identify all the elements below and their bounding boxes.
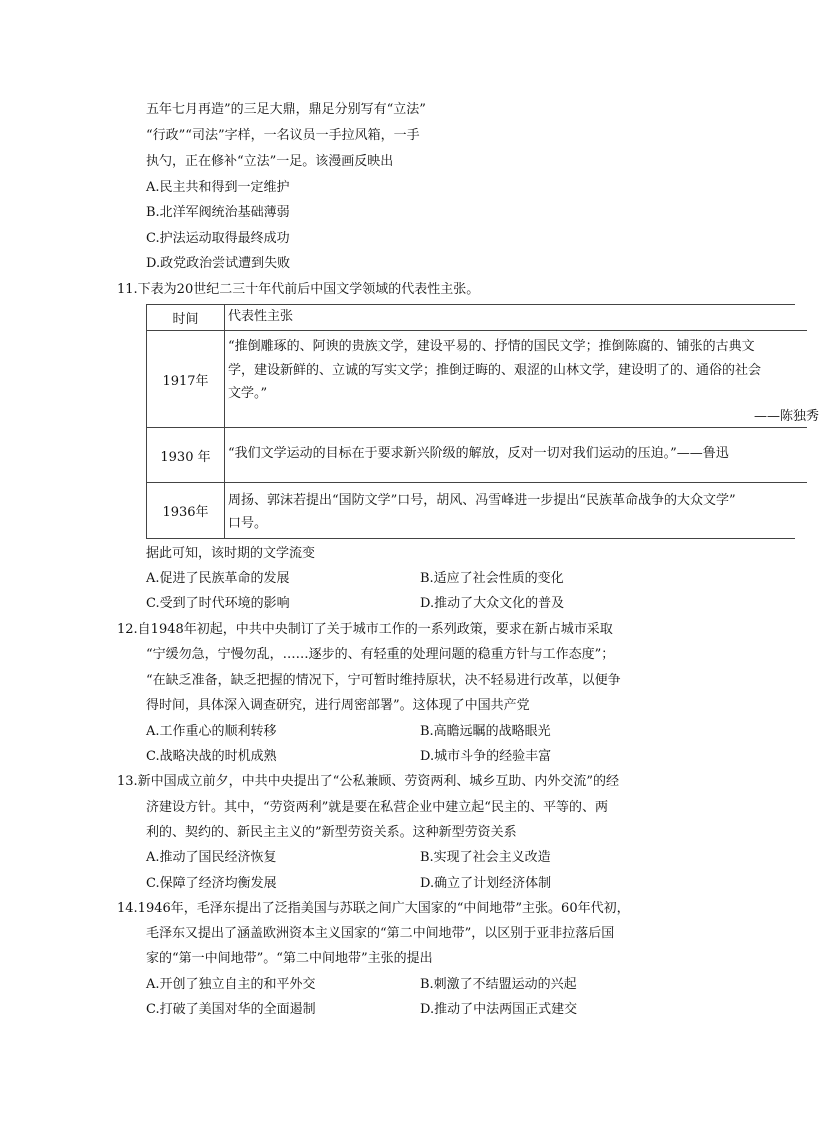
q12-stem-line: 得时间，具体深入调查研究，进行周密部署”。这体现了中国共产党 [146, 698, 530, 713]
q10-stem-line: 五年七月再造”的三足大鼎，鼎足分别写有“立法” [146, 102, 426, 117]
q11-option-d: D.推动了大众文化的普及 [420, 596, 565, 611]
q12-stem-line: 12.自1948年初起，中共中央制订了关于城市工作的一系列政策，要求在新占城市采取 [117, 622, 613, 637]
q14-option-a: A.开创了独立自主的和平外交 [146, 977, 316, 992]
q12-option-d: D.城市斗争的经验丰富 [420, 749, 552, 764]
table-cell-line: 文学。” [228, 386, 268, 401]
q10-option-c: C.护法运动取得最终成功 [146, 231, 290, 246]
table-cell-time: 1930 年 [147, 428, 225, 482]
q11-stem: 11.下表为20世纪二三十年代前后中国文学领域的代表性主张。 [117, 282, 480, 297]
q10-stem-line: 执勺，正在修补“立法”一足。该漫画反映出 [146, 154, 394, 169]
table-cell-content [225, 428, 805, 482]
q11-table [146, 304, 819, 539]
q13-stem-line: 13.新中国成立前夕，中共中央提出了“公私兼顾、劳资两利、城乡互助、内外交流”的经 [117, 774, 619, 789]
table-row [147, 428, 807, 483]
table-row [147, 483, 807, 538]
q14-stem-line: 家的“第一中间地带”。“第二中间地带”主张的提出 [146, 951, 433, 966]
q10-option-b: B.北洋军阀统治基础薄弱 [146, 205, 290, 220]
q13-option-c: C.保障了经济均衡发展 [146, 876, 277, 891]
table-header-content-text: 代表性主张 [228, 309, 294, 324]
q13-option-b: B.实现了社会主义改造 [420, 850, 551, 865]
q10-stem-line: “行政”“司法”字样，一名议员一手拉风箱，一手 [146, 128, 420, 143]
table-cell-attribution: ——陈独秀 [753, 409, 819, 424]
table-cell-time: 1936年 [147, 483, 225, 538]
q14-stem-line: 毛泽东又提出了涵盖欧洲资本主义国家的“第二中间地带”，以区别于亚非拉落后国 [146, 926, 615, 941]
table-header-row [147, 305, 807, 331]
q13-stem-line: 利的、契约的、新民主主义的”新型劳资关系。这种新型劳资关系 [146, 825, 517, 840]
table-header-time: 时间 [147, 305, 225, 330]
q13-option-d: D.确立了计划经济体制 [420, 876, 552, 891]
table-cell-line: “推倒雕琢的、阿谀的贵族文学，建设平易的、抒情的国民文学；推倒陈腐的、铺张的古典文 [228, 339, 755, 354]
table-cell-line: “我们文学运动的目标在于要求新兴阶级的解放，反对一切对我们运动的压迫。”——鲁迅 [228, 446, 729, 461]
table-cell-line: 口号。 [228, 516, 268, 531]
q12-option-b: B.高瞻远瞩的战略眼光 [420, 724, 551, 739]
table-cell-line: 学，建设新鲜的、立诚的写实文学；推倒迂晦的、艰涩的山林文学，建设明了的、通俗的社会 [228, 363, 762, 378]
q14-stem-line: 14.1946年，毛泽东提出了泛指美国与苏联之间广大国家的“中间地带”主张。60年代初， [117, 901, 630, 916]
table-row [147, 331, 819, 428]
q11-option-b: B.适应了社会性质的变化 [420, 571, 564, 586]
q11-option-c: C.受到了时代环境的影响 [146, 596, 290, 611]
q12-stem-line: “宁缓勿急，宁慢勿乱，……逐步的、有轻重的处理问题的稳重方针与工作态度”； [146, 647, 615, 662]
q13-stem-line: 济建设方针。其中，“劳资两利”就是要在私营企业中建立起“民主的、平等的、两 [146, 800, 608, 815]
q11-followup: 据此可知，该时期的文学流变 [146, 546, 316, 561]
q11-option-a: A.促进了民族革命的发展 [146, 571, 290, 586]
q12-option-c: C.战略决战的时机成熟 [146, 749, 277, 764]
q12-option-a: A.工作重心的顺利转移 [146, 724, 277, 739]
q10-option-d: D.政党政治尝试遭到失败 [146, 256, 291, 271]
table-header-content [225, 305, 805, 330]
q13-option-a: A.推动了国民经济恢复 [146, 850, 277, 865]
table-cell-line: 周扬、郭沫若提出“国防文学”口号，胡风、冯雪峰进一步提出“民族革命战争的大众文学” [228, 493, 736, 508]
table-cell-content [225, 483, 805, 538]
q14-option-b: B.刺激了不结盟运动的兴起 [420, 977, 577, 992]
q10-option-a: A.民主共和得到一定维护 [146, 180, 290, 195]
q14-option-d: D.推动了中法两国正式建交 [420, 1002, 578, 1017]
q12-stem-line: “在缺乏准备，缺乏把握的情况下，宁可暂时维持原状，决不轻易进行改革，以便争 [146, 673, 621, 688]
q14-option-c: C.打破了美国对华的全面遏制 [146, 1002, 316, 1017]
table-cell-content [225, 331, 819, 427]
table-cell-time: 1917年 [147, 331, 225, 427]
